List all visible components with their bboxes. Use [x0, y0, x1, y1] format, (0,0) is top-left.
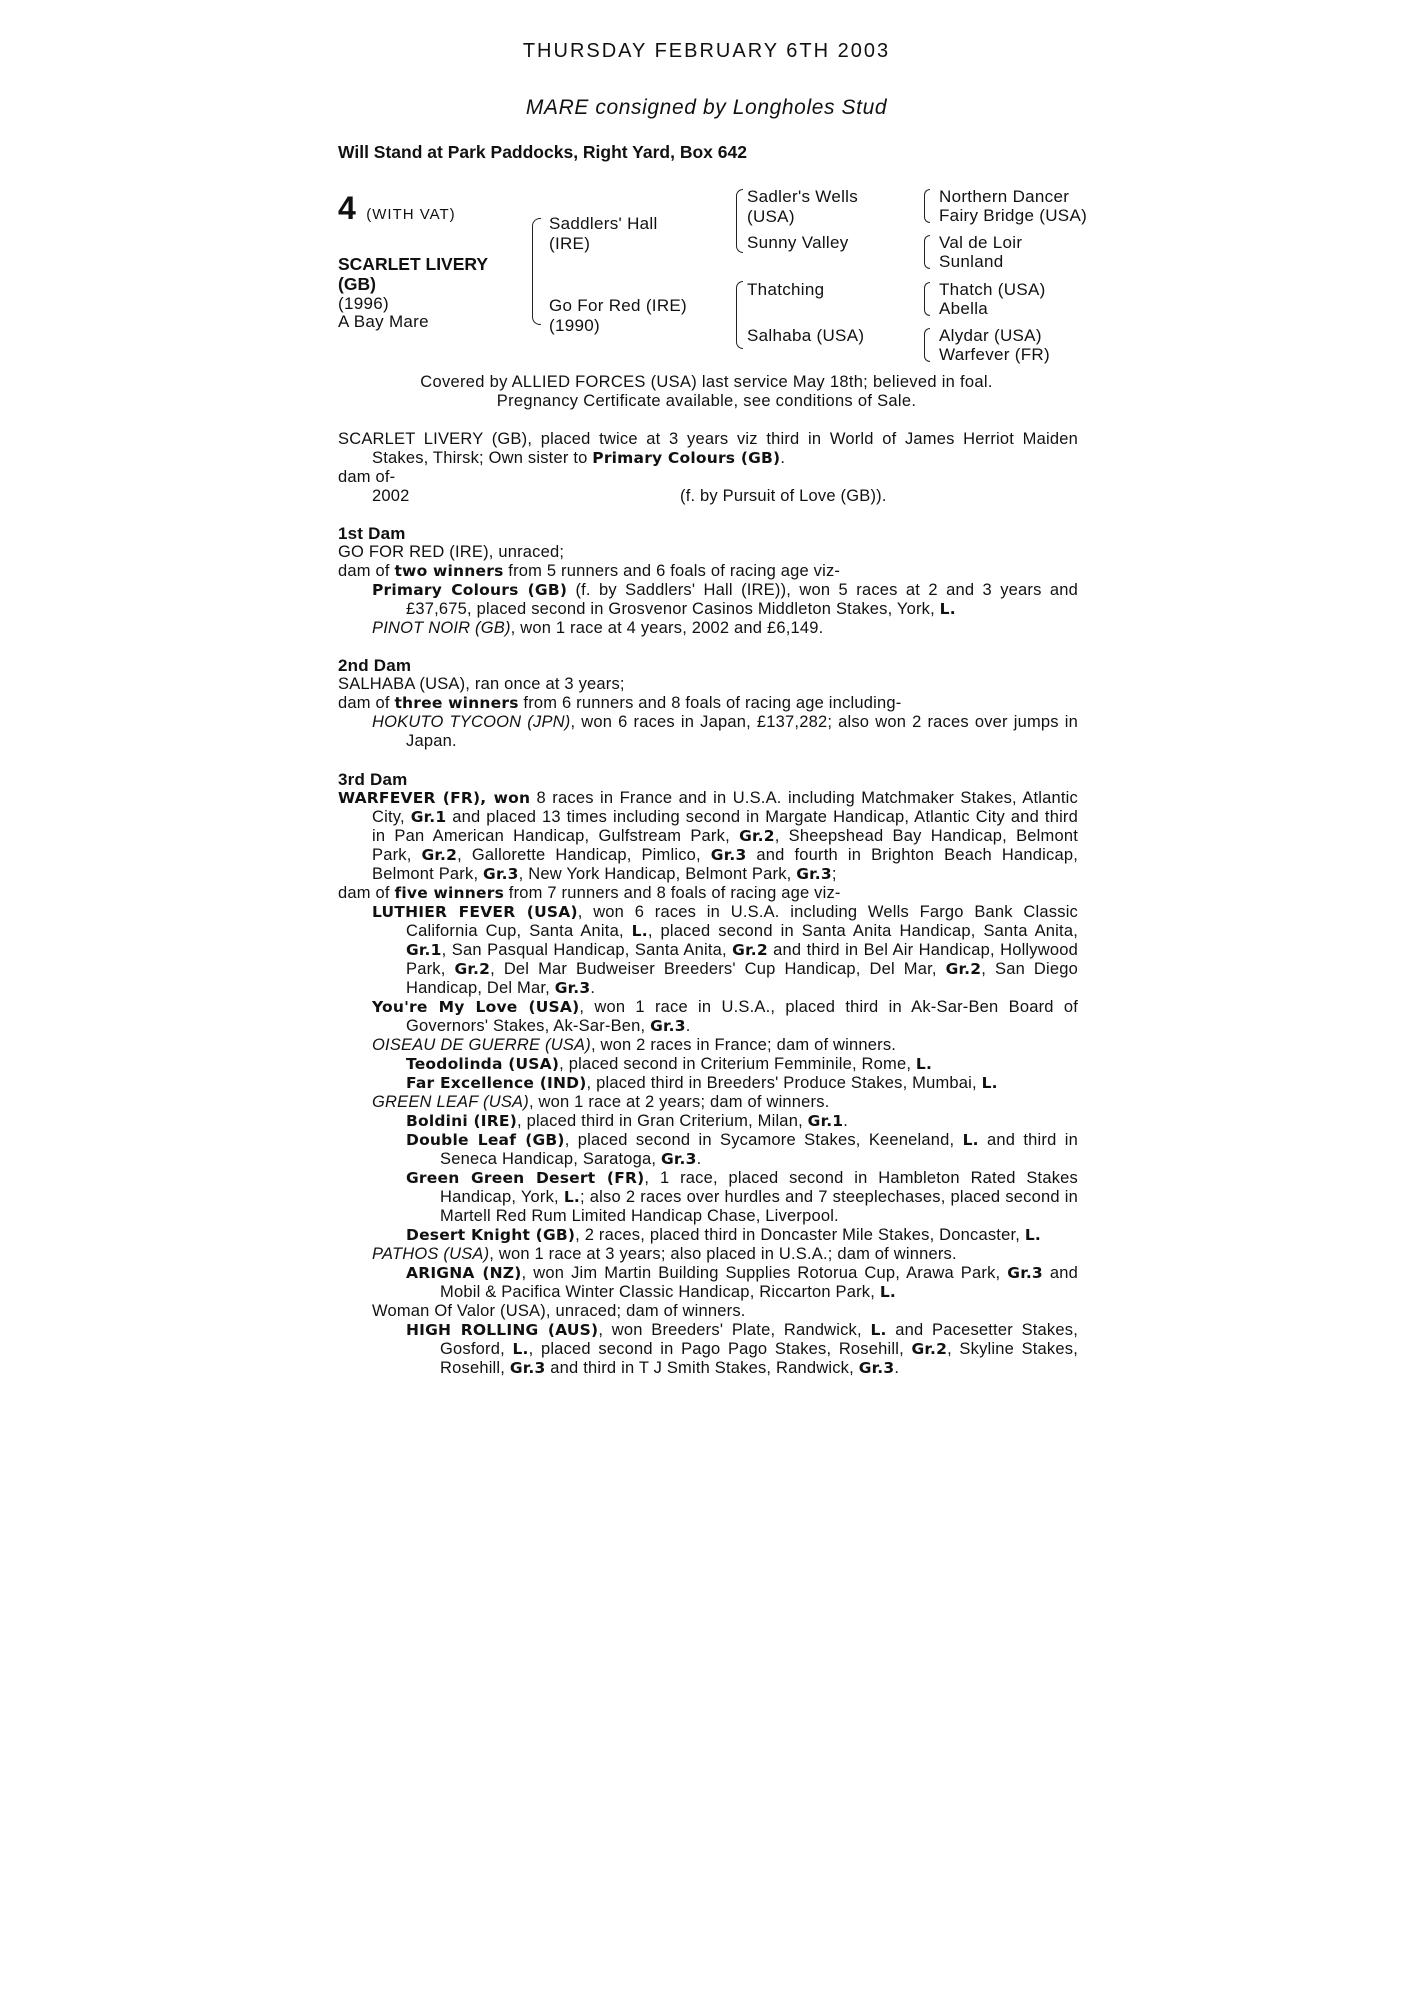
- high-rolling-entry: HIGH ROLLING (AUS), won Breeders' Plate, Randwick, L. and Pacesetter Stakes, Gosford, L., placed second in Pago Pago Stakes, Rosehill, Gr.2, Skyline Stakes, Rosehill, Gr.3 and third in T J Smith Stakes, Randwick, Gr.3.: [406, 1321, 1078, 1377]
- second-dam-offspring-1: HOKUTO TYCOON (JPN), won 6 races in Japan, £137,282; also won 2 races over jumps in Japan.: [372, 713, 1079, 750]
- lot-number: 4: [338, 190, 356, 226]
- first-dam-line: GO FOR RED (IRE), unraced;: [338, 543, 565, 561]
- produce-row: [338, 487, 1078, 506]
- third-dam-title: 3rd Dam: [338, 770, 408, 789]
- horse-description: A Bay Mare: [338, 312, 429, 331]
- dam: [549, 296, 687, 336]
- first-dam-dam-of: dam of two winners from 5 runners and 6 foals of racing age viz-: [338, 562, 841, 580]
- ggp-4: Sunland: [939, 252, 1004, 271]
- arigna-entry: ARIGNA (NZ), won Jim Martin Building Supplies Rotorua Cup, Arawa Park, Gr.3 and Mobil & Pacifica Winter Classic Handicap, Riccarton Park, L.: [406, 1264, 1078, 1301]
- produce-year: 2002: [372, 487, 410, 505]
- first-dam-offspring-2: PINOT NOIR (GB), won 1 race at 4 years, 2002 and £6,149.: [372, 619, 824, 637]
- youre-my-love-entry: You're My Love (USA), won 1 race in U.S.A., placed third in Ak-Sar-Ben Board of Governors' Stakes, Ak-Sar-Ben, Gr.3.: [372, 998, 1078, 1035]
- horse-name-line2: (GB): [338, 274, 376, 294]
- pedigree-brace-g56: [924, 282, 930, 316]
- dam-sire: Thatching: [747, 280, 825, 299]
- sire-sire-line1: Sadler's Wells: [747, 187, 859, 206]
- stabling-location: Will Stand at Park Paddocks, Right Yard, Box 642: [338, 142, 747, 162]
- third-dam-section: [338, 770, 1078, 1378]
- pedigree-brace-g12: [924, 189, 930, 223]
- ggp-3: Val de Loir: [939, 233, 1023, 252]
- desert-knight-entry: Desert Knight (GB), 2 races, placed third in Doncaster Mile Stakes, Doncaster, L.: [406, 1226, 1041, 1244]
- warfever-paragraph: WARFEVER (FR), won 8 races in France and in U.S.A. including Matchmaker Stakes, Atlantic City, Gr.1 and placed 13 times including second in Margate Handicap, Atlantic City and third in Pan American Handicap, Gulfstream Park, Gr.2, Sheepshead Bay Handicap, Belmont Park, Gr.2, Gallorette Handicap, Pimlico, Gr.3 and fourth in Brighton Beach Handicap, Belmont Park, Gr.3, New York Handicap, Belmont Park, Gr.3;: [338, 789, 1079, 883]
- sire-line1: Saddlers' Hall: [549, 214, 658, 233]
- sire: [549, 214, 658, 254]
- ggp-6: Abella: [939, 299, 989, 318]
- oiseau-de-guerre-entry: OISEAU DE GUERRE (USA), won 2 races in France; dam of winners.: [372, 1036, 897, 1054]
- intro-paragraph: SCARLET LIVERY (GB), placed twice at 3 years viz third in World of James Herriot Maiden Stakes, Thirsk; Own sister to Primary Colours (GB).: [338, 430, 1078, 467]
- double-leaf-entry: Double Leaf (GB), placed second in Sycamore Stakes, Keeneland, L. and third in Seneca Handicap, Saratoga, Gr.3.: [406, 1131, 1078, 1168]
- sire-dam: Sunny Valley: [747, 233, 849, 252]
- green-leaf-entry: GREEN LEAF (USA), won 1 race at 2 years; dam of winners.: [372, 1093, 830, 1111]
- pedigree-brace-main: [532, 218, 541, 325]
- dam-line1: Go For Red (IRE): [549, 296, 687, 315]
- pedigree-brace-g78: [924, 328, 930, 362]
- second-dam-title: 2nd Dam: [338, 656, 412, 675]
- first-dam-section: [338, 524, 1078, 638]
- dam-line2: (1990): [549, 316, 600, 335]
- dam-dam: Salhaba (USA): [747, 326, 865, 345]
- covering-line1: Covered by ALLIED FORCES (USA) last service May 18th; believed in foal.: [420, 373, 993, 391]
- horse-name: [338, 254, 488, 294]
- covering-line2: Pregnancy Certificate available, see conditions of Sale.: [496, 392, 917, 410]
- ggp-7: Alydar (USA): [939, 326, 1042, 345]
- luthier-fever-entry: LUTHIER FEVER (USA), won 6 races in U.S.A. including Wells Fargo Bank Classic California Cup, Santa Anita, L., placed second in Santa Anita Handicap, Santa Anita, Gr.1, San Pasqual Handicap, Santa Anita, Gr.2 and third in Bel Air Handicap, Hollywood Park, Gr.2, Del Mar Budweiser Breeders' Cup Handicap, Del Mar, Gr.2, San Diego Handicap, Del Mar, Gr.3.: [372, 903, 1079, 997]
- sire-line2: (IRE): [549, 234, 591, 253]
- ggp-5: Thatch (USA): [939, 280, 1046, 299]
- ggp-8: Warfever (FR): [939, 345, 1050, 364]
- second-dam-section: [338, 656, 1078, 751]
- lot-number-row: [338, 190, 456, 227]
- first-dam-title: 1st Dam: [338, 524, 406, 543]
- sale-date: THURSDAY FEBRUARY 6TH 2003: [522, 40, 891, 62]
- second-dam-line: SALHABA (USA), ran once at 3 years;: [338, 675, 625, 693]
- pedigree-brace-dam: [736, 281, 743, 349]
- sire-sire: [747, 187, 858, 227]
- pathos-entry: PATHOS (USA), won 1 race at 3 years; also placed in U.S.A.; dam of winners.: [372, 1245, 957, 1263]
- ggp-1: Northern Dancer: [939, 187, 1070, 206]
- produce-desc: (f. by Pursuit of Love (GB)).: [680, 487, 887, 505]
- pedigree-brace-sire: [736, 189, 743, 253]
- consignment-heading: MARE consigned by Longholes Stud: [525, 96, 888, 119]
- second-dam-dam-of: dam of three winners from 6 runners and 8 foals of racing age including-: [338, 694, 902, 712]
- foaling-year: (1996): [338, 294, 389, 313]
- dam-of-label: dam of-: [338, 468, 396, 486]
- intro-section: [338, 430, 1078, 506]
- first-dam-offspring-1: Primary Colours (GB) (f. by Saddlers' Hall (IRE)), won 5 races at 2 and 3 years and £37,675, placed second in Grosvenor Casinos Middleton Stakes, York, L.: [372, 581, 1079, 618]
- boldini-entry: Boldini (IRE), placed third in Gran Criterium, Milan, Gr.1.: [406, 1112, 849, 1130]
- woman-of-valor-entry: Woman Of Valor (USA), unraced; dam of winners.: [372, 1302, 746, 1320]
- green-green-desert-entry: Green Green Desert (FR), 1 race, placed second in Hambleton Rated Stakes Handicap, York, L.; also 2 races over hurdles and 7 steeplechases, placed second in Martell Red Rum Limited Handicap Chase, Liverpool.: [406, 1169, 1078, 1225]
- sire-sire-line2: (USA): [747, 207, 795, 226]
- far-excellence-entry: Far Excellence (IND), placed third in Breeders' Produce Stakes, Mumbai, L.: [406, 1074, 998, 1092]
- teodolinda-entry: Teodolinda (USA), placed second in Criterium Femminile, Rome, L.: [406, 1055, 933, 1073]
- ggp-2: Fairy Bridge (USA): [939, 206, 1088, 225]
- vat-note: (WITH VAT): [366, 206, 456, 223]
- horse-name-line1: SCARLET LIVERY: [338, 254, 489, 274]
- pedigree-brace-g34: [924, 235, 930, 269]
- third-dam-dam-of: dam of five winners from 7 runners and 8 foals of racing age viz-: [338, 884, 841, 902]
